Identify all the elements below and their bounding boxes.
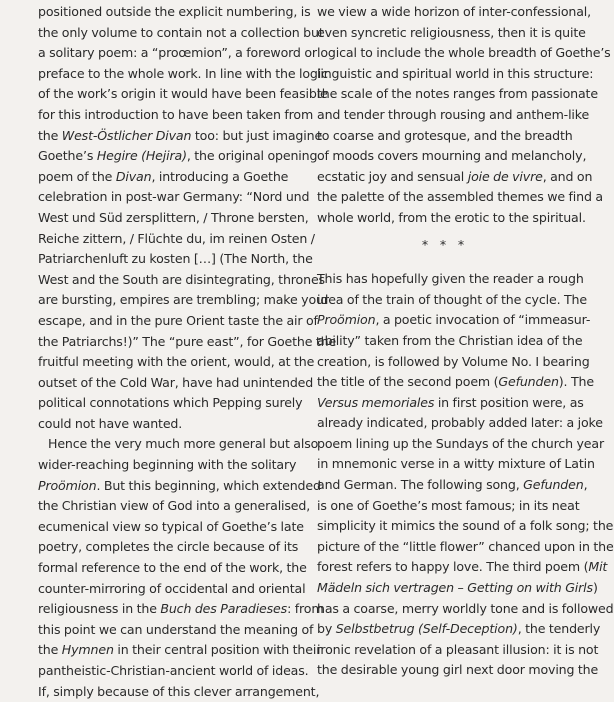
text-line: idea of the train of thought of the cycle. The (317, 291, 587, 307)
text-line: religiousness in the Buch des Paradieses: from (38, 601, 324, 617)
text-line: a solitary poem: a “proœmion”, a foreword or (38, 45, 317, 61)
text-line: ability” taken from the Christian idea of the (317, 332, 583, 348)
text-line: the West-Östlicher Divan too: but just imagine (38, 127, 323, 143)
text-line: we view a wide horizon of inter-confessional, (317, 4, 591, 19)
text-line: is one of Goethe’s most famous; in its neat (317, 497, 580, 513)
text-line: Mädeln sich vertragen – Getting on with Girls) (317, 580, 598, 596)
text-line: poetry, completes the circle because of its (38, 539, 299, 555)
text-line: has a coarse, merry worldly tone and is followed (317, 600, 614, 616)
text-line: West and the South are disintegrating, thrones (38, 271, 325, 287)
text-line: counter-mirroring of occidental and oriental (38, 580, 306, 596)
text-line: and tender through rousing and anthem-like (317, 106, 590, 122)
text-line: logical to include the whole breadth of Goethe’s (317, 45, 611, 61)
text-line: wider-reaching beginning with the solitary (38, 457, 297, 473)
text-line: Patriarchenluft zu kosten […] (The North, the (38, 251, 313, 267)
text-line: whole world, from the erotic to the spiritual. (317, 209, 586, 225)
left-text-column (38, 2, 337, 702)
text-line: pantheistic-Christian-ancient world of ideas. (38, 663, 309, 678)
text-line: Reiche zittern, / Flüchte du, im reinen Osten / (38, 230, 315, 246)
text-line: Proömion. But this beginning, which extended (38, 477, 321, 493)
text-line: are bursting, empires are trembling; make your (38, 292, 329, 308)
text-line: fruitful meeting with the orient, would, at the (38, 354, 315, 370)
text-line: could not have wanted. (38, 415, 183, 431)
text-line: the scale of the notes ranges from passionate (317, 86, 598, 102)
text-line: of the work’s origin it would have been feasible (38, 86, 328, 102)
text-line: for this introduction to have been taken from (38, 106, 314, 122)
right-text-column (317, 2, 614, 681)
text-line: preface to the whole work. In line with the logic (38, 65, 328, 81)
text-line: Versus memoriales in first position were, as (317, 394, 584, 410)
text-line: Proömion, a poetic invocation of “immeasur- (317, 312, 591, 328)
text-line: ecumenical view so typical of Goethe’s late (38, 518, 304, 534)
text-line: political connotations which Pepping surely (38, 395, 303, 411)
text-line: West und Süd zersplittern, / Throne bersten, (38, 209, 309, 225)
text-line: linguistic and spiritual world in this structure: (317, 65, 594, 81)
section-separator: * * * (421, 236, 469, 252)
text-line: the Patriarchs!)” The “pure east”, for Goethe the (38, 333, 337, 349)
text-line: the Hymnen in their central position with their (38, 642, 322, 658)
text-line: creation, is followed by Volume No. I bearing (317, 353, 590, 369)
text-line: outset of the Cold War, have had unintended (38, 374, 314, 390)
text-line: in mnemonic verse in a witty mixture of Latin (317, 456, 595, 472)
text-line: of moods covers mourning and melancholy, (317, 148, 587, 164)
text-line: ironic revelation of a pleasant illusion: it is not (317, 641, 599, 657)
text-line: forest refers to happy love. The third poem (Mit (317, 559, 608, 575)
text-line: the palette of the assembled themes we find a (317, 189, 603, 205)
text-line: the title of the second poem (Gefunden). The (317, 374, 594, 390)
text-line: celebration in post-war Germany: “Nord und (38, 189, 310, 205)
text-line: picture of the “little flower” chanced upon in the (317, 538, 614, 554)
text-line: the Christian view of God into a generalised, (38, 498, 311, 514)
text-line: If, simply because of this clever arrangement, (38, 683, 320, 699)
text-line: This has hopefully given the reader a rough (317, 271, 584, 287)
text-line: positioned outside the explicit numbering, is (38, 4, 311, 19)
text-line: poem lining up the Sundays of the church year (317, 435, 604, 451)
text-line: formal reference to the end of the work, the (38, 560, 307, 576)
text-line: this point we can understand the meaning of (38, 621, 314, 637)
text-line: Hence the very much more general but also (48, 436, 319, 452)
text-line: the desirable young girl next door moving the (317, 662, 599, 678)
text-line: even syncretic religiousness, then it is quite (317, 24, 586, 40)
text-line: ecstatic joy and sensual joie de vivre, and on (317, 168, 593, 184)
text-line: simplicity it mimics the sound of a folk song; the (317, 518, 614, 534)
text-line: escape, and in the pure Orient taste the air of (38, 312, 318, 328)
text-line: Goethe’s Hegire (Hejira), the original opening (38, 148, 318, 164)
text-line: poem of the Divan, introducing a Goethe (38, 168, 289, 184)
text-line: to coarse and grotesque, and the breadth (317, 127, 573, 143)
text-line: the only volume to contain not a collection but (38, 24, 324, 40)
text-line: already indicated, probably added later: a joke (317, 415, 603, 431)
text-line: and German. The following song, Gefunden, (317, 477, 588, 493)
text-line: by Selbstbetrug (Self-Deception), the tenderly (317, 621, 601, 637)
